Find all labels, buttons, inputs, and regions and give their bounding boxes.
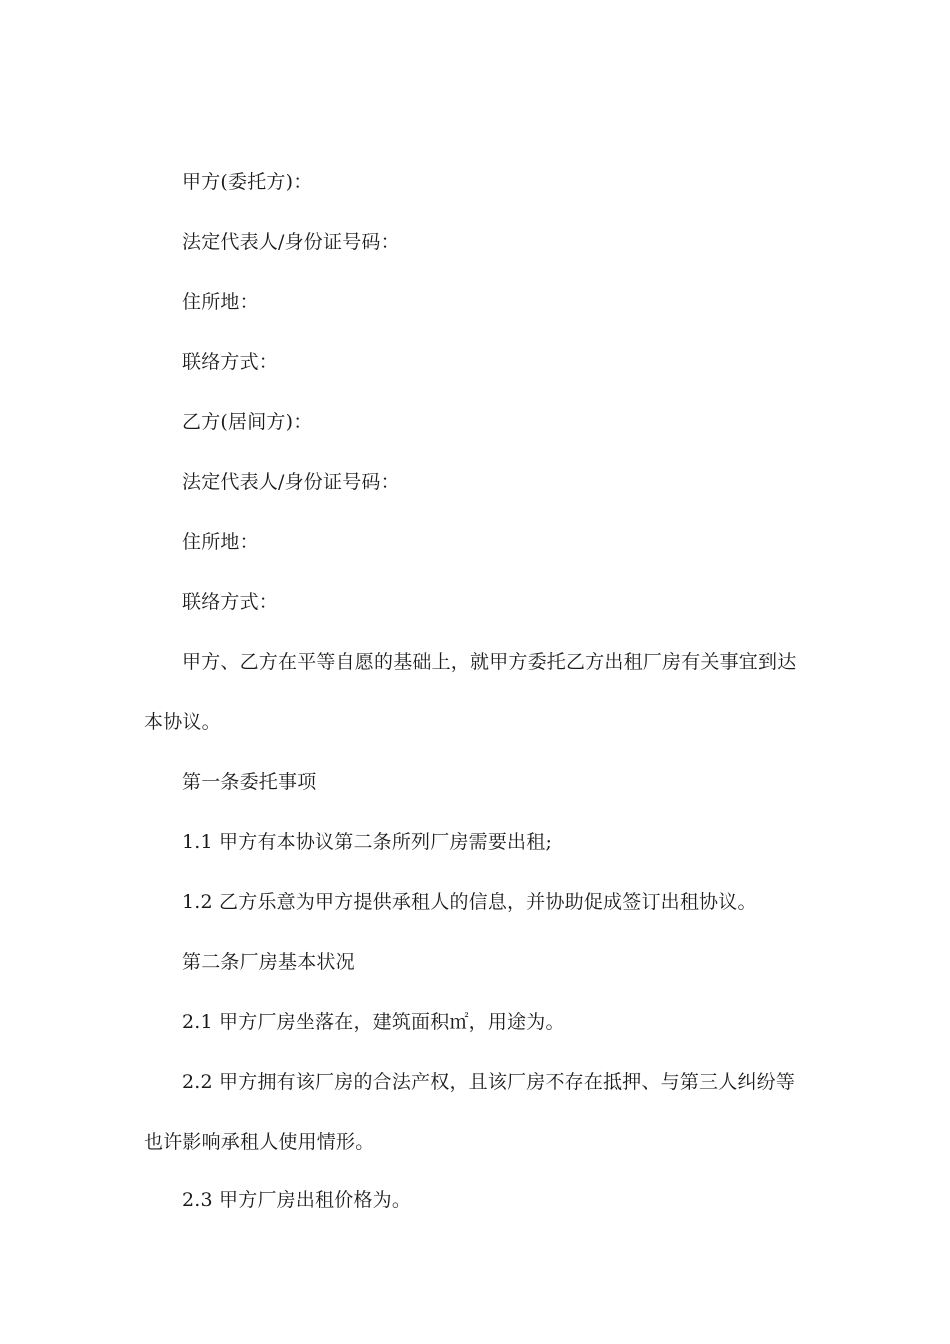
article-1-item-2: 1.2 乙方乐意为甲方提供承租人的信息，并协助促成签订出租协议。 (182, 891, 757, 913)
party-a-title: 甲方(委托方)： (182, 171, 313, 193)
preamble-line-1: 甲方、乙方在平等自愿的基础上，就甲方委托乙方出租厂房有关事宜到达 (182, 651, 797, 673)
party-a-representative: 法定代表人/身份证号码： (182, 231, 400, 253)
party-a-address: 住所地： (182, 291, 259, 313)
party-a-contact: 联络方式： (182, 351, 279, 373)
article-2-heading: 第二条厂房基本状况 (182, 951, 355, 973)
article-2-item-2-line-2: 也许影响承租人使用情形。 (144, 1131, 375, 1153)
article-2-item-3: 2.3 甲方厂房出租价格为。 (182, 1189, 412, 1211)
preamble-line-2: 本协议。 (144, 711, 221, 733)
article-2-item-1: 2.1 甲方厂房坐落在，建筑面积㎡，用途为。 (182, 1011, 565, 1033)
article-1-heading: 第一条委托事项 (182, 771, 317, 793)
party-b-contact: 联络方式： (182, 591, 279, 613)
article-1-item-1: 1.1 甲方有本协议第二条所列厂房需要出租; (182, 831, 553, 853)
party-b-title: 乙方(居间方)： (182, 411, 313, 433)
party-b-representative: 法定代表人/身份证号码： (182, 471, 400, 493)
article-2-item-2-line-1: 2.2 甲方拥有该厂房的合法产权，且该厂房不存在抵押、与第三人纠纷等 (182, 1071, 796, 1093)
party-b-address: 住所地： (182, 531, 259, 553)
